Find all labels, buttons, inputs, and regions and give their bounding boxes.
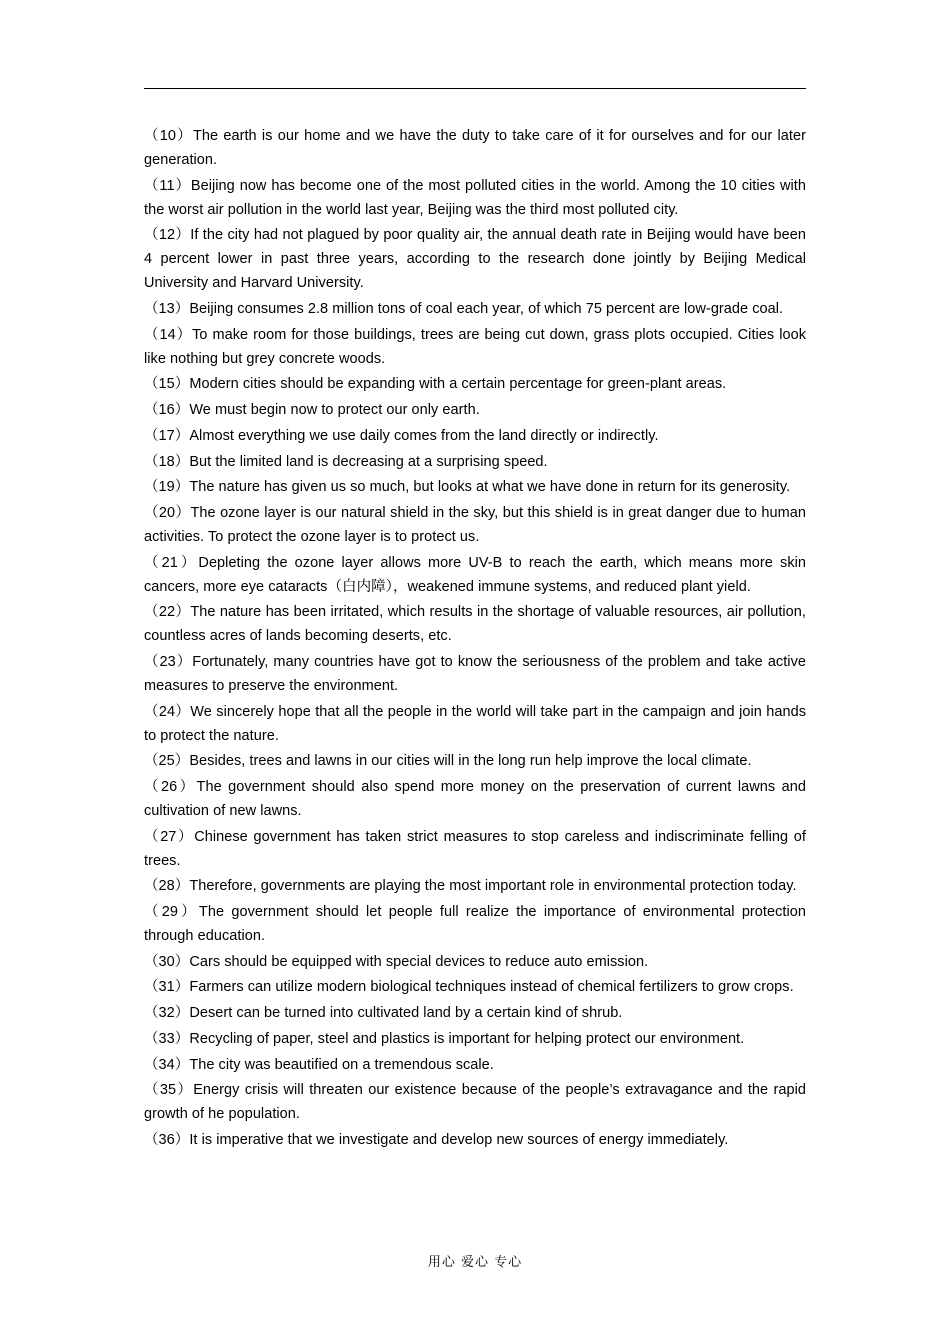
paragraph-24: （24）We sincerely hope that all the people in the world will take part in the campaign and join hands to protect the nature. [144,703,806,744]
paragraph-19: （19）The nature has given us so much, but looks at what we have done in return for its generosity. [144,479,791,496]
paragraph-35: （35）Energy crisis will threaten our existence because of the people’s extravagance and the rapid growth of he population. [144,1082,806,1123]
paragraph-29: （29）The government should let people full realize the importance of environmental protection through education. [144,904,806,945]
paragraph-31: （31）Farmers can utilize modern biological techniques instead of chemical fertilizers to grow crops. [144,979,794,996]
paragraph-11: （11）Beijing now has become one of the most polluted cities in the world. Among the 10 cities with the worst air pollution in the world last year, Beijing was the third most polluted city. [144,177,806,218]
paragraph-10: （10）The earth is our home and we have the duty to take care of it for ourselves and for our later generation. [144,128,806,168]
paragraph-25: （25）Besides, trees and lawns in our cities will in the long run help improve the local climate. [144,753,752,770]
header-rule [144,88,806,89]
paragraph-26: （26）The government should also spend more money on the preservation of current lawns and cultivation of new lawns. [144,779,806,819]
paragraph-21: （21）Depleting the ozone layer allows more UV-B to reach the earth, which means more skin cancers, more eye cataracts（白内障），weakened immune systems, and reduced plant yield. [144,554,806,595]
paragraph-16: （16）We must begin now to protect our only earth. [144,402,480,419]
paragraph-36: （36）It is imperative that we investigate and develop new sources of energy immediately. [144,1131,729,1148]
paragraph-14: （14）To make room for those buildings, trees are being cut down, grass plots occupied. Cities look like nothing but grey concrete woods. [144,326,806,367]
paragraph-33: （33）Recycling of paper, steel and plastics is important for helping protect our environment. [144,1030,745,1047]
paragraph-27: （27）Chinese government has taken strict measures to stop careless and indiscriminate felling of trees. [144,828,806,869]
paragraph-20: （20）The ozone layer is our natural shield in the sky, but this shield is in great danger due to human activities. To protect the ozone layer is to protect us. [144,504,806,545]
paragraph-23: （23）Fortunately, many countries have got to know the seriousness of the problem and take active measures to preserve the environment. [144,653,806,694]
paragraph-30: （30）Cars should be equipped with special devices to reduce auto emission. [144,953,649,970]
paragraph-18: （18）But the limited land is decreasing at a surprising speed. [144,453,548,470]
paragraph-22: （22）The nature has been irritated, which results in the shortage of valuable resources, air pollution, countless acres of lands becoming deserts, etc. [144,604,806,645]
paragraph-15: （15）Modern cities should be expanding with a certain percentage for green-plant areas. [144,376,727,393]
paragraph-32: （32）Desert can be turned into cultivated land by a certain kind of shrub. [144,1005,623,1022]
paragraph-28: （28）Therefore, governments are playing the most important role in environmental protection today. [144,878,797,895]
page-footer: 用心 爱心 专心 [427,1255,523,1270]
paragraph-17: （17）Almost everything we use daily comes from the land directly or indirectly. [144,427,659,444]
paragraph-34: （34）The city was beautified on a tremendous scale. [144,1056,494,1073]
paragraph-13: （13）Beijing consumes 2.8 million tons of coal each year, of which 75 percent are low-grade coal. [144,301,784,318]
document-body [144,124,806,1154]
paragraph-12: （12）If the city had not plagued by poor quality air, the annual death rate in Beijing would have been 4 percent lower in past three years, according to the research done jointly by Beijing Medical University and Harvard University. [144,227,806,292]
